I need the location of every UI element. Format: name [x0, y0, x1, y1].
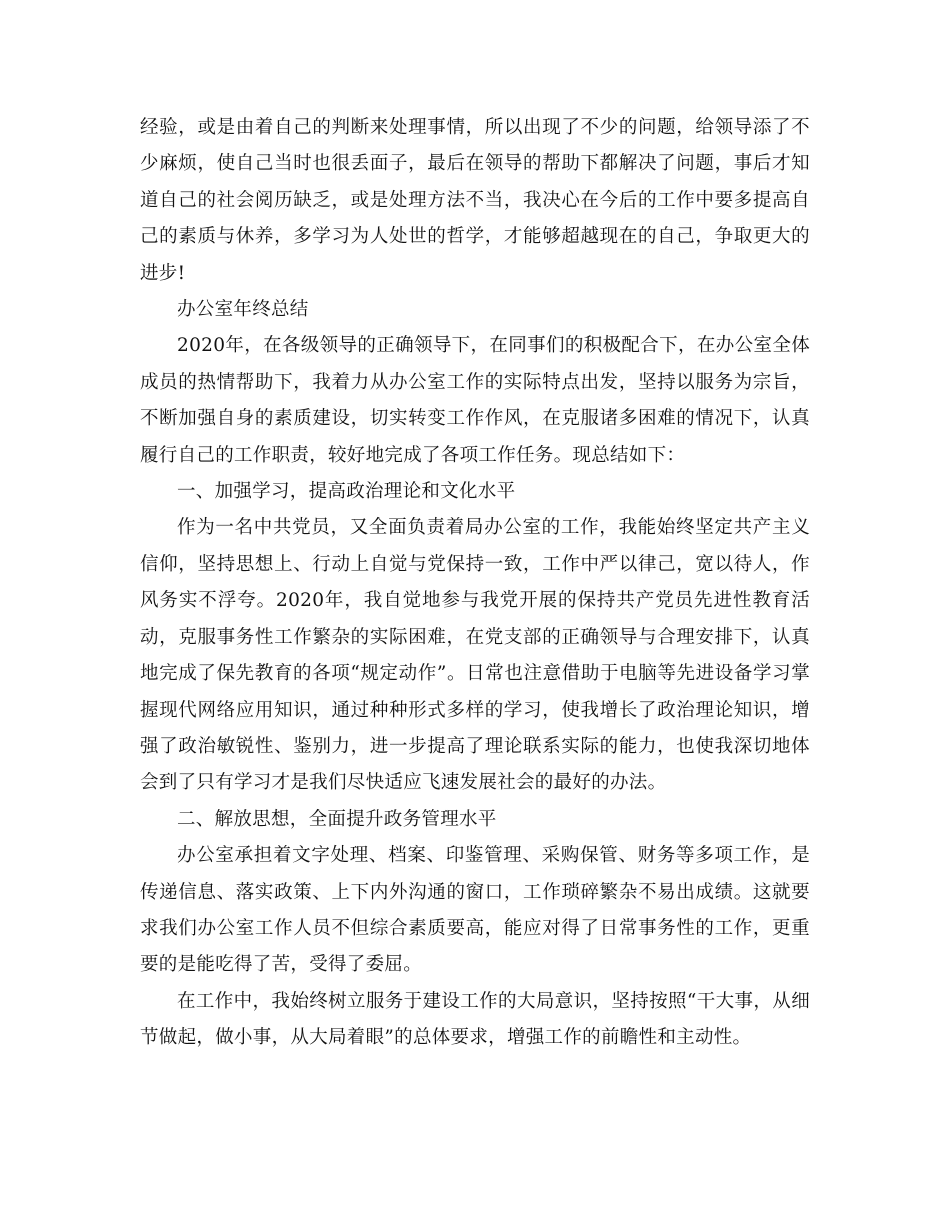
- document-title: 办公室年终总结: [177, 299, 309, 321]
- section-1-heading: 一、加强学习，提高政治理论和文化水平: [177, 481, 516, 503]
- intro-paragraph: 2020年，在各级领导的正确领导下，在同事们的积极配合下，在办公室全体成员的热情帮助下，我着力从办公室工作的实际特点出发，坚持以服务为宗旨，不断加强自身的素质建设，切实转变工作作风，在克服诸多困难的情况下，认真履行自己的工作职责，较好地完成了各项工作任务。现总结如下：: [140, 335, 810, 466]
- section-2-paragraph-1: 办公室承担着文字处理、档案、印鉴管理、采购保管、财务等多项工作，是传递信息、落实政策、上下内外沟通的窗口，工作琐碎繁杂不易出成绩。这就要求我们办公室工作人员不但综合素质要高，能应对得了日常事务性的工作，更重要的是能吃得了苦，受得了委屈。: [140, 845, 810, 976]
- continuation-paragraph: 经验，或是由着自己的判断来处理事情，所以出现了不少的问题，给领导添了不少麻烦，使自己当时也很丢面子，最后在领导的帮助下都解决了问题，事后才知道自己的社会阅历缺乏，或是处理方法不当，我决心在今后的工作中要多提高自己的素质与休养，多学习为人处世的哲学，才能够超越现在的自己，争取更大的进步!: [140, 117, 810, 284]
- section-2-heading: 二、解放思想，全面提升政务管理水平: [177, 808, 497, 830]
- section-2-paragraph-2: 在工作中，我始终树立服务于建设工作的大局意识，坚持按照“干大事，从细节做起，做小事，从大局着眼”的总体要求，增强工作的前瞻性和主动性。: [140, 990, 810, 1049]
- document-body: [140, 110, 810, 1057]
- section-1-paragraph: 作为一名中共党员，又全面负责着局办公室的工作，我能始终坚定共产主义信仰，坚持思想上、行动上自觉与党保持一致，工作中严以律己，宽以待人，作风务实不浮夸。2020年，我自觉地参与我党开展的保持共产党员先进性教育活动，克服事务性工作繁杂的实际困难，在党支部的正确领导与合理安排下，认真地完成了保先教育的各项“规定动作”。日常也注意借助于电脑等先进设备学习掌握现代网络应用知识，通过种种形式多样的学习，使我增长了政治理论知识，增强了政治敏锐性、鉴别力，进一步提高了理论联系实际的能力，也使我深切地体会到了只有学习才是我们尽快适应飞速发展社会的最好的办法。: [140, 517, 810, 794]
